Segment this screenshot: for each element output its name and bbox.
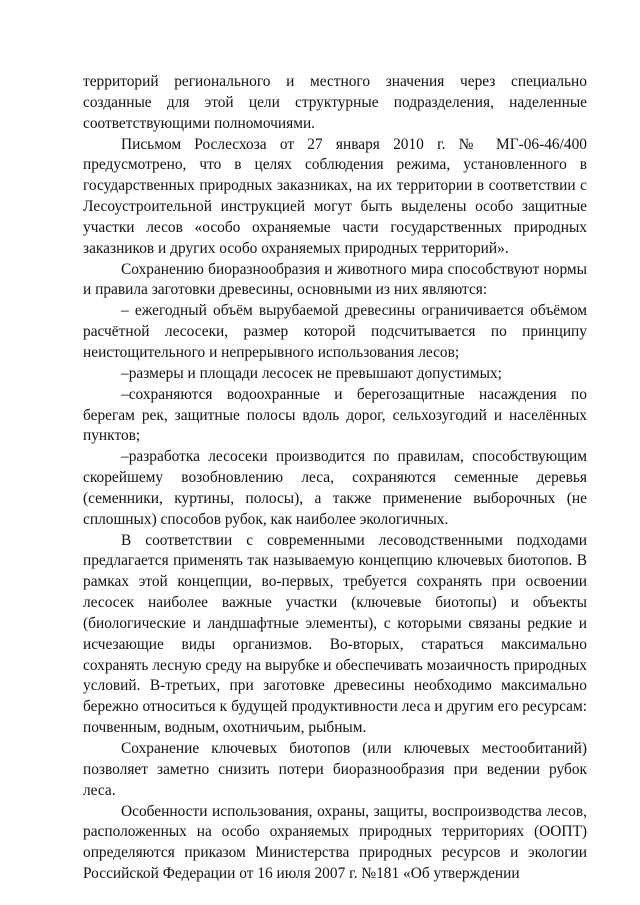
paragraph-key-habitats: Сохранение ключевых биотопов (или ключевых местообитаний) позволяет заметно снизить потери биоразнообразия при ведении рубок леса. xyxy=(83,740,587,799)
list-item-annual-volume: – ежегодный объём вырубаемой древесины ограничивается объёмом расчётной лесосеки, размер которой подсчитывается по принципу неистощительного и непрерывного использования лесов; xyxy=(83,302,587,361)
paragraph-biodiversity-rules: Сохранению биоразнообразия и животного мира способствуют нормы и правила заготовки древесины, основными из них являются: xyxy=(83,260,587,299)
list-item-protective-stands: –сохраняются водоохранные и берегозащитные насаждения по берегам рек, защитные полосы вдоль дорог, сельхозугодий и населённых пунктов; xyxy=(83,385,587,445)
paragraph-continuation: территорий регионального и местного значения через специально созданные для этой цели структурные подразделения, наделенные соответствующими полномочиями. xyxy=(83,73,587,132)
paragraph-protected-areas: Особенности использования, охраны, защиты, воспроизводства лесов, расположенных на особо охраняемых природных территориях (ООПТ) определяются приказом Министерства природных ресурсов и экологии Российской Федерации от 16 июля 2007 г. №181 «Об утверждении xyxy=(83,802,587,883)
document-body xyxy=(83,72,587,885)
list-item-cutting-rules: –разработка лесосеки производится по правилам, способствующим скорейшему возобновлению леса, сохраняются семенные деревья (семенники, куртины, полосы), а также применение выборочных (не сплошных) способов рубок, как наиболее экологичных. xyxy=(83,448,587,528)
paragraph-rosleskhoz-letter: Письмом Рослесхоза от 27 января 2010 г. № МГ-06-46/400 предусмотрено, что в целях соблюдения режима, установленного в государственных природных заказниках, на их территории в соответствии с Лесоустроительной инструкцией могут быть выделены особо защитные участки лесов «особо охраняемые части государственных природных заказников и других особо охраняемых природных территорий». xyxy=(83,135,587,257)
paragraph-key-biotopes-concept: В соответствии с современными лесоводственными подходами предлагается применять так называемую концепцию ключевых биотопов. В рамках этой концепции, во-первых, требуется сохранять при освоении лесосек наиболее важные участки (ключевые биотопы) и объекты (биологические и ландшафтные элементы), с которыми связаны редкие и исчезающие виды организмов. Во-вторых, стараться максимально сохранять лесную среду на вырубке и обеспечивать мозаичность природных условий. В-третьих, при заготовке древесины необходимо максимально бережно относиться к будущей продуктивности леса и другим его ресурсам: почвенным, водным, охотничьим, рыбным. xyxy=(83,531,587,737)
list-item-cutting-area-size: –размеры и площади лесосек не превышают допустимых; xyxy=(121,364,502,382)
